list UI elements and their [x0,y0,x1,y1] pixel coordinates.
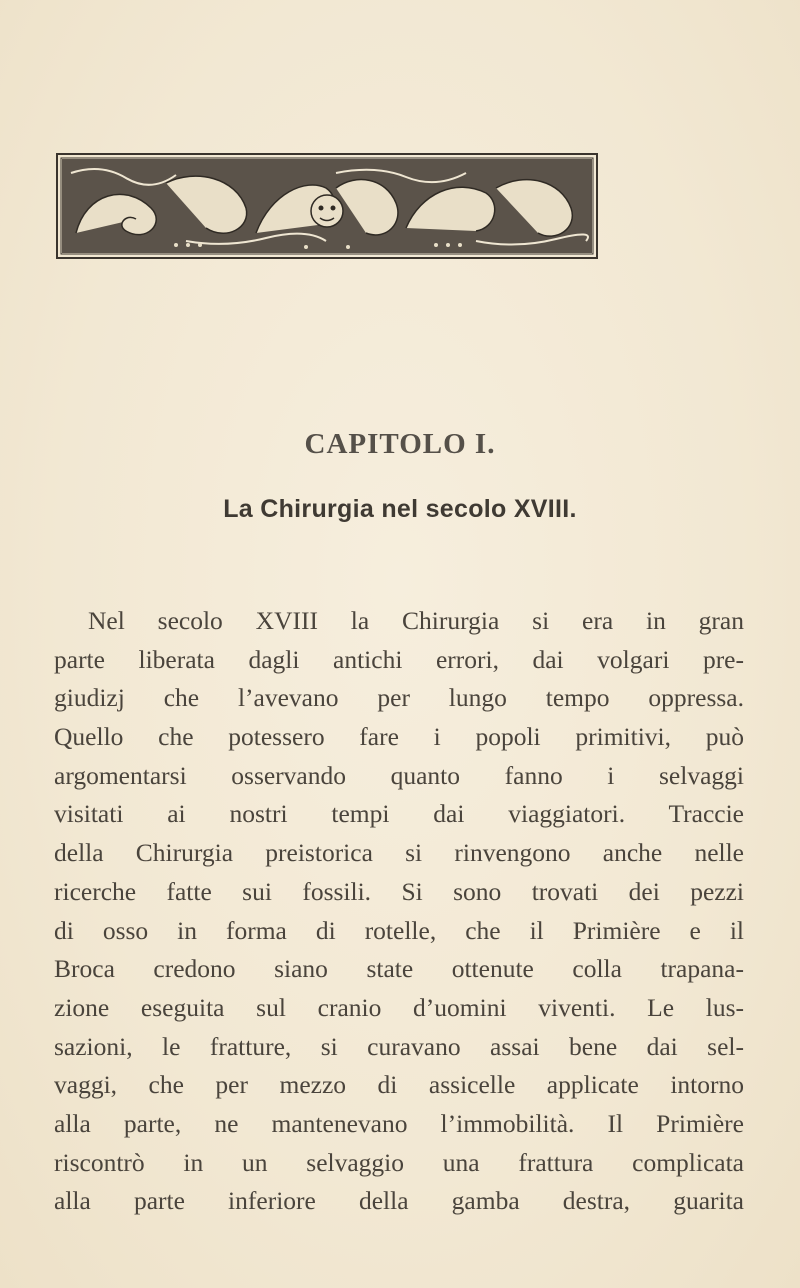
text-line: di osso in forma di rotelle, che il Primière e il [54,915,744,945]
text-line: argomentarsi osservando quanto fanno i selvaggi [54,760,744,790]
text-line: vaggi, che per mezzo di assicelle applicate intorno [54,1070,744,1100]
text-line: parte liberata dagli antichi errori, dai volgari pre- [54,644,744,674]
text-line: giudizj che l’avevano per lungo tempo oppressa. [54,683,744,713]
text-line: della Chirurgia preistorica si rinvengono anche nelle [54,838,744,868]
text-line: alla parte, ne mantenevano l’immobilità. Il Primière [54,1108,744,1138]
text-line: visitati ai nostri tempi dai viaggiatori. Traccie [54,799,744,829]
text-line: alla parte inferiore della gamba destra, guarita [54,1186,744,1216]
text-line: Nel secolo XVIII la Chirurgia si era in gran [88,606,744,635]
body-paragraph [54,602,744,1221]
text-line: ricerche fatte sui fossili. Si sono trovati dei pezzi [54,876,744,906]
chapter-heading: CAPITOLO I. [304,428,496,460]
text-line: riscontrò in un selvaggio una frattura complicata [54,1147,744,1177]
text-line: zione eseguita sul cranio d’uomini viventi. Le lus- [54,992,744,1022]
text-line: Quello che potessero fare i popoli primitivi, può [54,722,744,752]
text-line: sazioni, le fratture, si curavano assai bene dai sel- [54,1031,744,1061]
text-line: Broca credono siano state ottenute colla trapana- [54,954,744,984]
chapter-title: La Chirurgia nel secolo XVIII. [223,495,577,523]
decorative-headpiece-icon [56,153,598,259]
